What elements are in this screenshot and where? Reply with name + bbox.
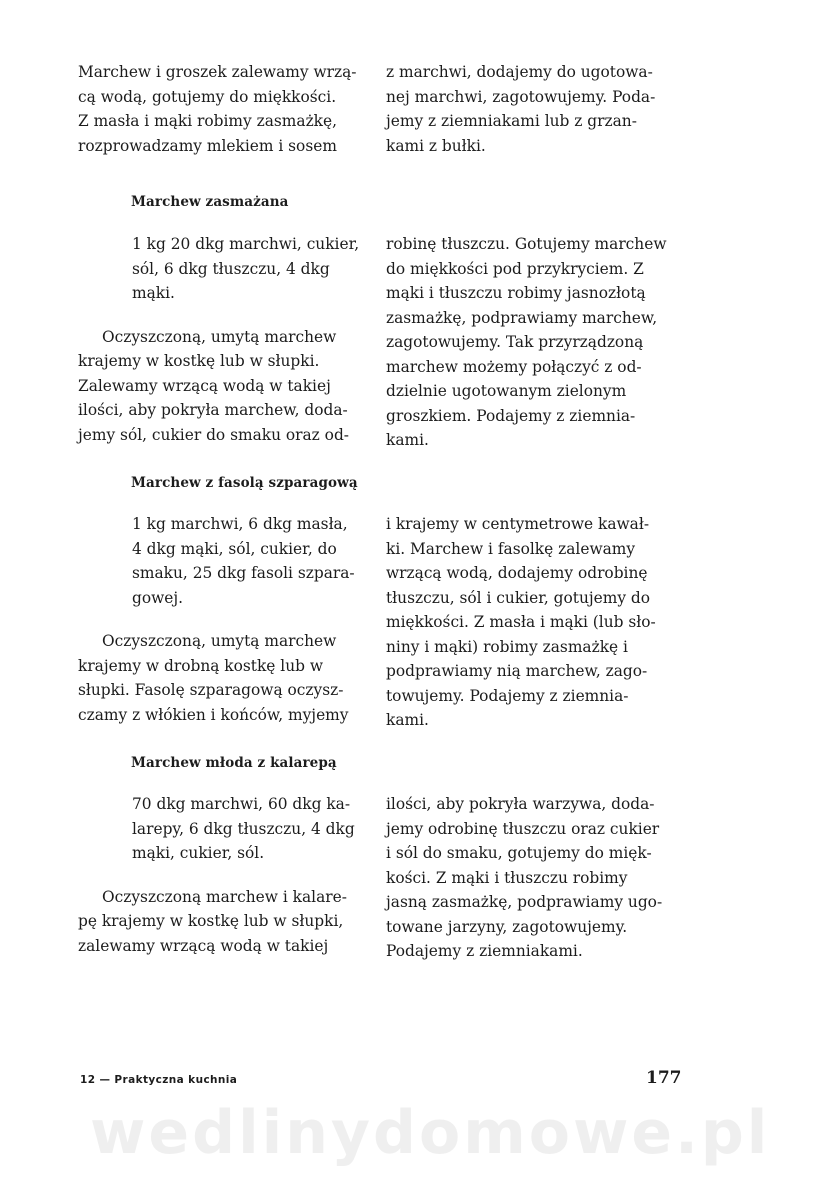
text-line: 4 dkg mąki, sól, cukier, do <box>132 539 337 558</box>
text-line: Oczyszczoną, umytą marchew <box>102 632 337 650</box>
text-line: jasną zasmażkę, podprawiamy ugo- <box>386 893 663 911</box>
top-right-column <box>386 60 676 158</box>
text-line: pę krajemy w kostkę lub w słupki, <box>78 912 344 930</box>
text-line: mąki, cukier, sól. <box>132 844 265 862</box>
recipe-title: Marchew zasmażana <box>131 194 289 210</box>
watermark-text: wedlinydomowe.pl <box>90 1098 771 1168</box>
method-paragraph <box>78 885 368 959</box>
text-line: i sól do smaku, gotujemy do mięk- <box>386 844 652 862</box>
text-line: kami z bułki. <box>386 136 486 155</box>
text-line: smaku, 25 dkg fasoli szpara- <box>132 564 355 582</box>
text-line: dzielnie ugotowanym zielonym <box>386 382 627 400</box>
top-left-column <box>78 60 368 158</box>
page-number: 177 <box>646 1068 682 1088</box>
text-line: zasmażkę, podprawiamy marchew, <box>386 308 658 327</box>
text-line: Oczyszczoną marchew i kalare- <box>102 887 347 906</box>
text-line: robinę tłuszczu. Gotujemy marchew <box>386 235 667 253</box>
recipe-title: Marchew z fasolą szparagową <box>131 475 358 491</box>
text-line: groszkiem. Podajemy z ziemnia- <box>386 406 636 425</box>
text-line: Zalewamy wrzącą wodą w takiej <box>78 376 331 395</box>
text-line: towane jarzyny, zagotowujemy. <box>386 917 628 936</box>
text-line: wrzącą wodą, dodajemy odrobinę <box>386 564 648 582</box>
text-line: podprawiamy nią marchew, zago- <box>386 662 648 680</box>
method-paragraph <box>78 629 368 727</box>
text-line: niny i mąki) robimy zasmażkę i <box>386 637 628 656</box>
text-line: ilości, aby pokryła marchew, doda- <box>78 401 348 419</box>
text-line: jemy odrobinę tłuszczu oraz cukier <box>386 819 660 838</box>
text-line: do miękkości pod przykryciem. Z <box>386 259 644 278</box>
text-line: larepy, 6 dkg tłuszczu, 4 dkg <box>132 819 355 838</box>
top-left-paragraph <box>78 60 368 158</box>
text-line: kami. <box>386 711 429 729</box>
text-line: tłuszczu, sól i cukier, gotujemy do <box>386 588 651 607</box>
text-line: Z masła i mąki robimy zasmażkę, <box>78 112 338 130</box>
text-line: mąki. <box>132 284 175 302</box>
text-line: i krajemy w centymetrowe kawał- <box>386 515 650 533</box>
text-line: krajemy w drobną kostkę lub w <box>78 656 324 675</box>
text-line: miękkości. Z masła i mąki (lub sło- <box>386 613 656 631</box>
text-line: sól, 6 dkg tłuszczu, 4 dkg <box>132 259 330 278</box>
text-line: rozprowadzamy mlekiem i sosem <box>78 136 337 155</box>
ingredients <box>78 232 368 306</box>
text-line: 1 kg marchwi, 6 dkg masła, <box>132 515 348 533</box>
text-line: Marchew i groszek zalewamy wrzą- <box>78 63 357 81</box>
text-line: krajemy w kostkę lub w słupki. <box>78 352 320 370</box>
text-line: czamy z włókien i końców, myjemy <box>78 705 349 724</box>
text-line: ilości, aby pokryła warzywa, doda- <box>386 795 655 813</box>
ingredients <box>78 792 368 866</box>
recipe-left-column <box>78 512 368 727</box>
text-line: 70 dkg marchwi, 60 dkg ka- <box>132 795 351 813</box>
text-line: jemy z ziemniakami lub z grzan- <box>386 112 637 130</box>
recipe-right-column <box>386 792 676 964</box>
ingredients <box>78 512 368 610</box>
method-continuation <box>386 792 676 964</box>
method-continuation <box>386 512 676 733</box>
method-continuation <box>386 232 676 453</box>
text-line: zagotowujemy. Tak przyrządzoną <box>386 333 644 351</box>
text-line: cą wodą, gotujemy do miękkości. <box>78 87 337 106</box>
method-paragraph <box>78 325 368 448</box>
recipe-title: Marchew młoda z kalarepą <box>131 755 337 771</box>
recipe-left-column <box>78 232 368 447</box>
text-line: marchew możemy połączyć z od- <box>386 357 642 376</box>
text-line: 1 kg 20 dkg marchwi, cukier, <box>132 235 360 253</box>
text-line: zalewamy wrzącą wodą w takiej <box>78 936 329 955</box>
text-line: jemy sól, cukier do smaku oraz od- <box>78 425 349 444</box>
text-line: Podajemy z ziemniakami. <box>386 942 583 960</box>
text-line: słupki. Fasolę szparagową oczysz- <box>78 681 344 699</box>
text-line: ki. Marchew i fasolkę zalewamy <box>386 539 636 558</box>
text-line: kości. Z mąki i tłuszczu robimy <box>386 868 628 887</box>
text-line: gowej. <box>132 588 184 607</box>
recipe-right-column <box>386 232 676 453</box>
text-line: mąki i tłuszczu robimy jasnozłotą <box>386 284 646 302</box>
recipe-right-column <box>386 512 676 733</box>
footer-book-title: 12 — Praktyczna kuchnia <box>80 1074 238 1086</box>
text-line: towujemy. Podajemy z ziemnia- <box>386 686 629 705</box>
top-right-paragraph <box>386 60 676 158</box>
recipe-left-column <box>78 792 368 958</box>
text-line: z marchwi, dodajemy do ugotowa- <box>386 63 653 81</box>
text-line: Oczyszczoną, umytą marchew <box>102 327 337 346</box>
text-line: nej marchwi, zagotowujemy. Poda- <box>386 87 656 106</box>
text-line: kami. <box>386 431 429 449</box>
